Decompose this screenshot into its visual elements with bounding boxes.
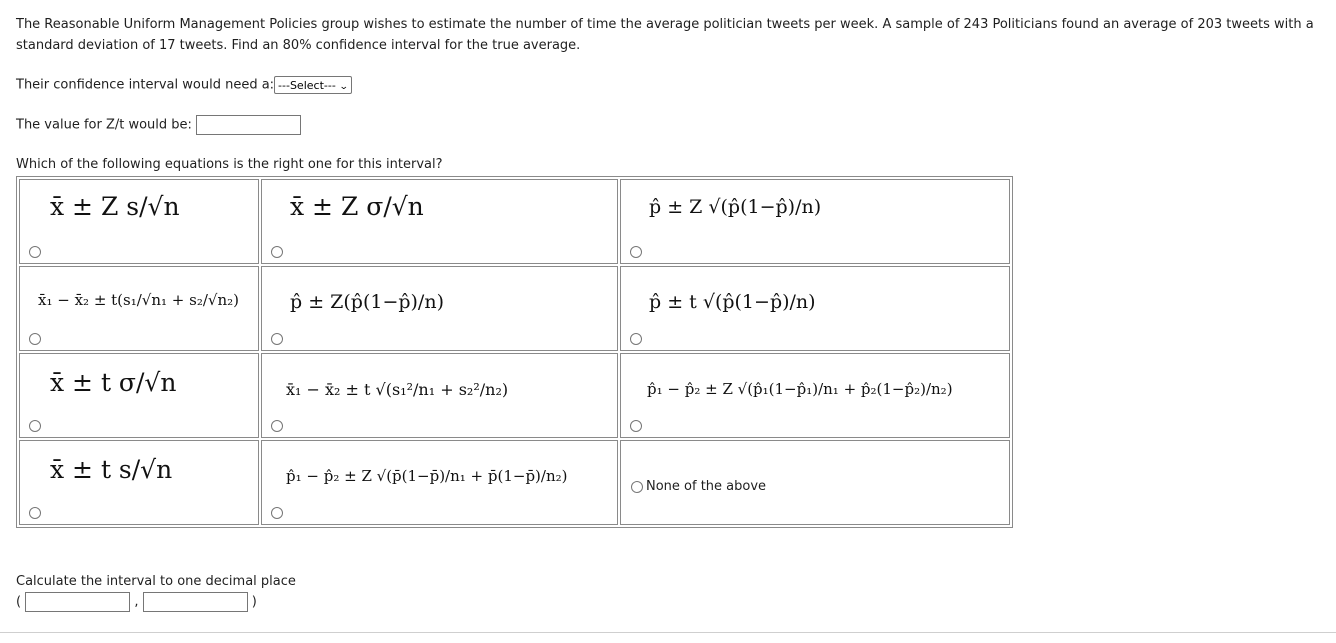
option-radio[interactable] xyxy=(29,246,41,258)
interval-inputs xyxy=(16,592,257,612)
option-cell[interactable] xyxy=(19,440,259,525)
formula-option-2: x̄ ± Z σ/√n xyxy=(290,192,424,221)
none-option[interactable] xyxy=(631,479,766,494)
option-cell[interactable] xyxy=(261,440,618,525)
equations-prompt: Which of the following equations is the right one for this interval? xyxy=(16,157,443,172)
option-radio[interactable] xyxy=(271,420,283,432)
close-paren: ) xyxy=(251,594,257,610)
bottom-divider xyxy=(0,632,1336,633)
option-radio[interactable] xyxy=(29,333,41,345)
formula-option-6: p̂ ± t √(p̂(1−p̂)/n) xyxy=(649,291,816,313)
formula-option-7: x̄ ± t σ/√n xyxy=(50,368,177,397)
interval-type-label: Their confidence interval would need a: xyxy=(16,77,275,93)
formula-option-10: x̄ ± t s/√n xyxy=(50,455,173,484)
lower-bound-input[interactable] xyxy=(25,592,130,612)
option-radio[interactable] xyxy=(630,420,642,432)
question-text: The Reasonable Uniform Management Policies group wishes to estimate the number of time the average politician tweets per week. A sample of 243 Politicians found an average of 203 tweets with a standard deviation of 17 tweets. Find an 80% confidence interval for the true average. xyxy=(16,17,1314,53)
interval-type-select-value: ---Select--- xyxy=(278,79,336,92)
zt-label: The value for Z/t would be: xyxy=(16,117,192,133)
option-cell[interactable] xyxy=(620,266,1010,351)
option-cell[interactable] xyxy=(19,266,259,351)
formula-option-8: x̄₁ − x̄₂ ± t √(s₁²/n₁ + s₂²/n₂) xyxy=(286,380,509,399)
formula-option-1: x̄ ± Z s/√n xyxy=(50,192,180,221)
formula-option-9: p̂₁ − p̂₂ ± Z √(p̂₁(1−p̂₁)/n₁ + p̂₂(1−p̂₂)/n₂) xyxy=(647,380,953,398)
option-cell[interactable] xyxy=(261,266,618,351)
interval-type-row xyxy=(16,76,352,94)
option-cell[interactable] xyxy=(620,353,1010,438)
formula-option-3: p̂ ± Z √(p̂(1−p̂)/n) xyxy=(649,196,822,218)
comma-separator: , xyxy=(134,594,139,610)
option-radio[interactable] xyxy=(271,507,283,519)
open-paren: ( xyxy=(16,594,22,610)
none-option-label: None of the above xyxy=(646,479,767,494)
formula-table xyxy=(16,176,1013,528)
option-radio[interactable] xyxy=(271,246,283,258)
option-radio[interactable] xyxy=(631,481,643,493)
option-cell[interactable] xyxy=(620,440,1010,525)
option-cell[interactable] xyxy=(19,353,259,438)
upper-bound-input[interactable] xyxy=(143,592,248,612)
option-radio[interactable] xyxy=(29,420,41,432)
option-cell[interactable] xyxy=(261,179,618,264)
formula-option-4: x̄₁ − x̄₂ ± t(s₁/√n₁ + s₂/√n₂) xyxy=(38,291,239,309)
formula-option-11: p̂₁ − p̂₂ ± Z √(p̄(1−p̄)/n₁ + p̄(1−p̄)/n₂) xyxy=(286,467,568,485)
option-cell[interactable] xyxy=(19,179,259,264)
zt-input[interactable] xyxy=(196,115,301,135)
option-cell[interactable] xyxy=(620,179,1010,264)
chevron-down-icon: ⌄ xyxy=(338,82,349,92)
option-radio[interactable] xyxy=(630,333,642,345)
interval-type-select[interactable] xyxy=(274,76,352,94)
zt-row xyxy=(16,115,301,135)
formula-option-5: p̂ ± Z(p̂(1−p̂)/n) xyxy=(290,291,444,313)
option-cell[interactable] xyxy=(261,353,618,438)
option-radio[interactable] xyxy=(29,507,41,519)
calculate-label: Calculate the interval to one decimal place xyxy=(16,574,296,589)
option-radio[interactable] xyxy=(630,246,642,258)
option-radio[interactable] xyxy=(271,333,283,345)
